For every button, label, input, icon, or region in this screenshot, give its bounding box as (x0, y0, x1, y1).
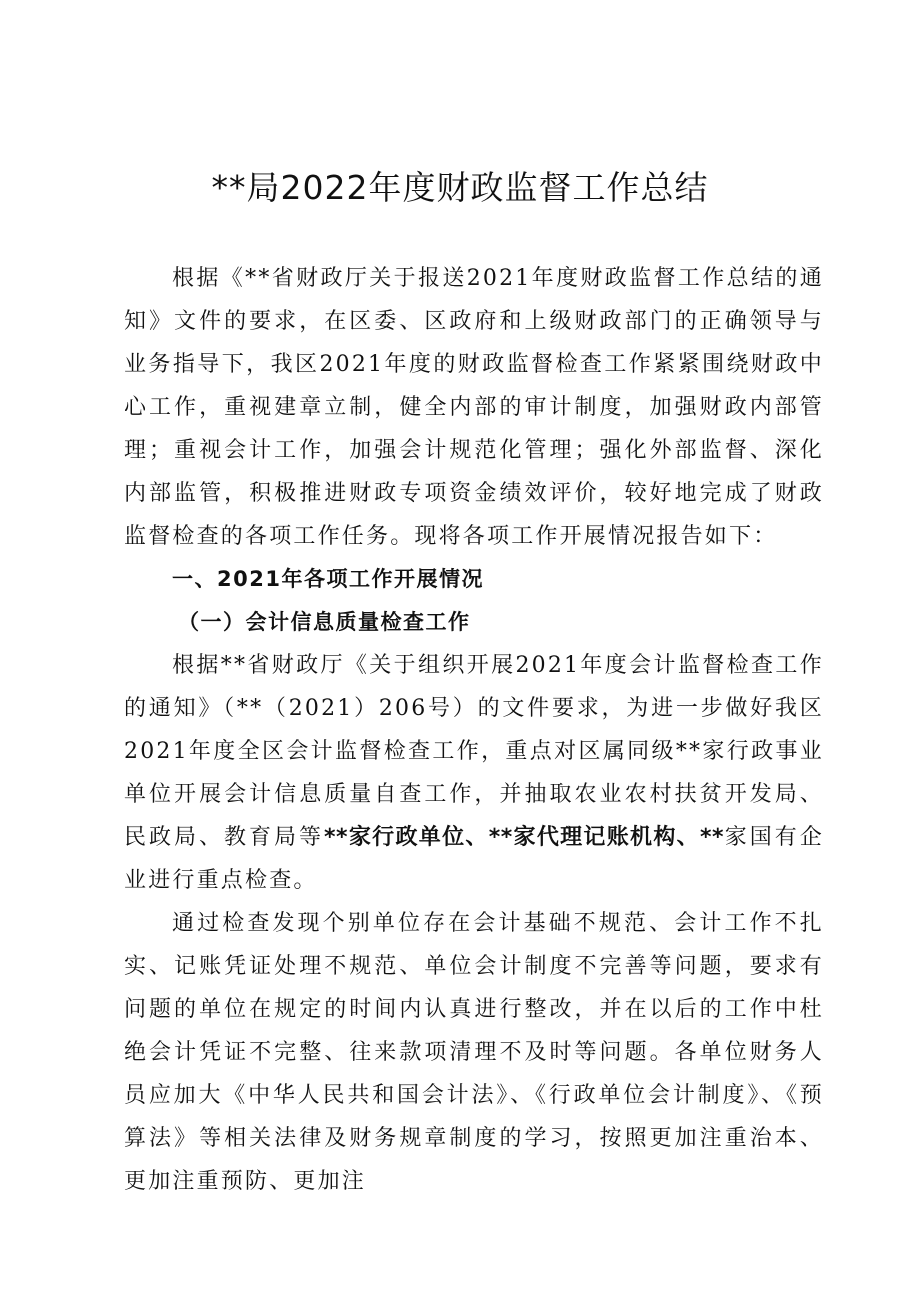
intro-paragraph: 根据《**省财政厅关于报送2021年度财政监督工作总结的通知》文件的要求，在区委、区政府和上级财政部门的正确领导与业务指导下，我区2021年度的财政监督检查工作紧紧围绕财政中心工作，重视建章立制，健全内部的审计制度，加强财政内部管理；重视会计工作，加强会计规范化管理；强化外部监督、深化内部监管，积极推进财政专项资金绩效评价，较好地完成了财政监督检查的各项工作任务。现将各项工作开展情况报告如下： (124, 266, 824, 549)
paragraph-accounting-check (124, 644, 824, 902)
paragraph-accounting-check-end: 家国有企业进行重点检查。 (124, 825, 824, 893)
section-heading-1: 一、2021年各项工作开展情况 (172, 567, 484, 591)
document-title: **局2022年度财政监督工作总结 (211, 168, 709, 207)
paragraph-accounting-check-bold: **家行政单位、**家代理记账机构、** (324, 825, 724, 850)
document-body (124, 257, 824, 1203)
subsection-heading-1: （一）会计信息质量检查工作 (178, 610, 471, 634)
paragraph-findings: 通过检查发现个别单位存在会计基础不规范、会计工作不扎实、记账凭证处理不规范、单位会计制度不完善等问题，要求有问题的单位在规定的时间内认真进行整改，并在以后的工作中杜绝会计凭证不完整、往来款项清理不及时等问题。各单位财务人员应加大《中华人民共和国会计法》、《行政单位会计制度》、《预算法》等相关法律及财务规章制度的学习，按照更加注重治本、更加注重预防、更加注 (124, 911, 824, 1194)
paragraph-accounting-check-text: 根据**省财政厅《关于组织开展2021年度会计监督检查工作的通知》（**（2021）206号）的文件要求，为进一步做好我区2021年度全区会计监督检查工作，重点对区属同级**家行政事业单位开展会计信息质量自查工作，并抽取农业农村扶贫开发局、民政局、教育局等 (124, 653, 824, 850)
